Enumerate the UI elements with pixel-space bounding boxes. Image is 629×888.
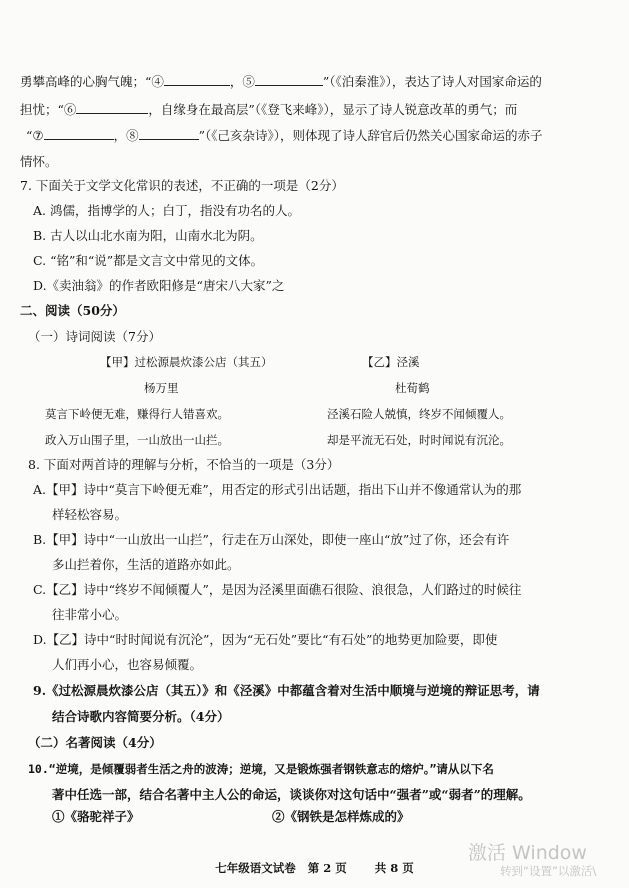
q8-option-c-line-1: C.【乙】诗中“终岁不闻倾覆人”，是因为泾溪里面礁石很险、浪很急，人们路过的时候往 — [33, 582, 522, 597]
fill-in-line-1: 勇攀高峰的心胸气魄；“④ ，⑤ ”（《泊秦淮》），表达了诗人对国家命运的 — [20, 74, 542, 89]
q7-stem: 7. 下面关于文学文化常识的表述，不正确的一项是（2分） — [20, 178, 344, 193]
q8-option-d-line-1: D.【乙】诗中“时时闻说有沉沦”，因为“无石处”要比“有石处”的地势更加险要，即使 — [33, 632, 498, 647]
fill-in-line-2: 担忧；“⑥ ，自缘身在最高层”（《登飞来峰》），显示了诗人锐意改革的勇气；而 — [20, 102, 518, 117]
q10-line-1: 10.“逆境，是倾覆弱者生活之舟的波涛；逆境，又是锻炼强者钢铁意志的熔炉。”请从以下名 — [28, 762, 494, 776]
poem-yi-author: 杜荀鹤 — [395, 381, 430, 395]
section-2-1-title: （一）诗词阅读（7分） — [28, 329, 161, 344]
q7-option-b: B. 古人以山北水南为阳，山南水北为阴。 — [33, 228, 263, 243]
blank-8 — [139, 126, 199, 140]
q7-option-c: C. “铭”和“说”都是文言文中常见的文体。 — [33, 253, 264, 268]
poem-jia-author: 杨万里 — [144, 381, 179, 395]
q8-option-a-line-2: 样轻松容易。 — [52, 507, 128, 522]
footer-page: 第 2 页 — [307, 861, 347, 875]
blank-6 — [76, 100, 148, 114]
q9-line-1: 9.《过松源晨炊漆公店（其五）》和《泾溪》中都蕴含着对生活中顺境与逆境的辩证思考，请 — [33, 683, 540, 698]
fill-in-line-4: 情怀。 — [20, 154, 58, 169]
footer-title: 七年级语文试卷 — [215, 861, 296, 875]
poem-yi-line-2: 却是平流无石处，时时闻说有沉沦。 — [327, 433, 511, 447]
q8-option-d-line-2: 人们再小心，也容易倾覆。 — [52, 657, 203, 672]
q8-option-c-line-2: 往非常小心。 — [52, 607, 128, 622]
q9-line-2: 结合诗歌内容简要分析。（4分） — [52, 709, 230, 724]
blank-5 — [255, 72, 323, 86]
blank-7 — [44, 126, 114, 140]
poem-yi-title: 【乙】泾溪 — [362, 355, 420, 369]
q8-option-b-line-2: 多山拦着你，生活的道路亦如此。 — [52, 557, 240, 572]
q10-option-1: ①《骆驼祥子》 — [52, 809, 140, 824]
section-2-title: 二、阅读（50分） — [20, 303, 125, 318]
blank-4 — [164, 72, 230, 86]
q7-option-a: A. 鸿儒，指博学的人；白丁，指没有功名的人。 — [33, 203, 300, 218]
q10-line-2: 著中任选一部，结合名著中主人公的命运，谈谈你对这句话中“强者”或“弱者”的理解。 — [52, 787, 531, 802]
q7-option-d: D.《卖油翁》的作者欧阳修是“唐宋八大家”之 — [33, 278, 285, 293]
fill-in-line-3: “⑦ ，⑧ ”（《己亥杂诗》），则体现了诗人辞官后仍然关心国家命运的赤子 — [26, 128, 543, 143]
q10-option-2: ②《钢铁是怎样炼成的》 — [272, 809, 410, 824]
activation-watermark-subtitle: 转到“设置”以激活\ — [500, 864, 597, 878]
activation-watermark-title: 激活 Window — [468, 842, 587, 864]
q8-option-a-line-1: A.【甲】诗中“莫言下岭便无难”，用否定的形式引出话题，指出下山并不像通常认为的那 — [33, 482, 522, 497]
poem-jia-line-2: 政入万山围子里，一山放出一山拦。 — [45, 433, 229, 447]
q8-option-b-line-1: B.【甲】诗中“一山放出一山拦”，行走在万山深处，即使一座山“放”过了你，还会有许 — [33, 532, 510, 547]
section-2-2-title: （二）名著阅读（4分） — [28, 735, 162, 750]
poem-jia-line-1: 莫言下岭便无难，赚得行人错喜欢。 — [45, 407, 229, 421]
q8-stem: 8. 下面对两首诗的理解与分析，不恰当的一项是（3分） — [28, 457, 340, 472]
footer-total: 共 8 页 — [374, 861, 414, 875]
poem-yi-line-1: 泾溪石险人兢慎，终岁不闻倾覆人。 — [327, 407, 511, 421]
poem-jia-title: 【甲】过松源晨炊漆公店（其五） — [100, 355, 273, 369]
